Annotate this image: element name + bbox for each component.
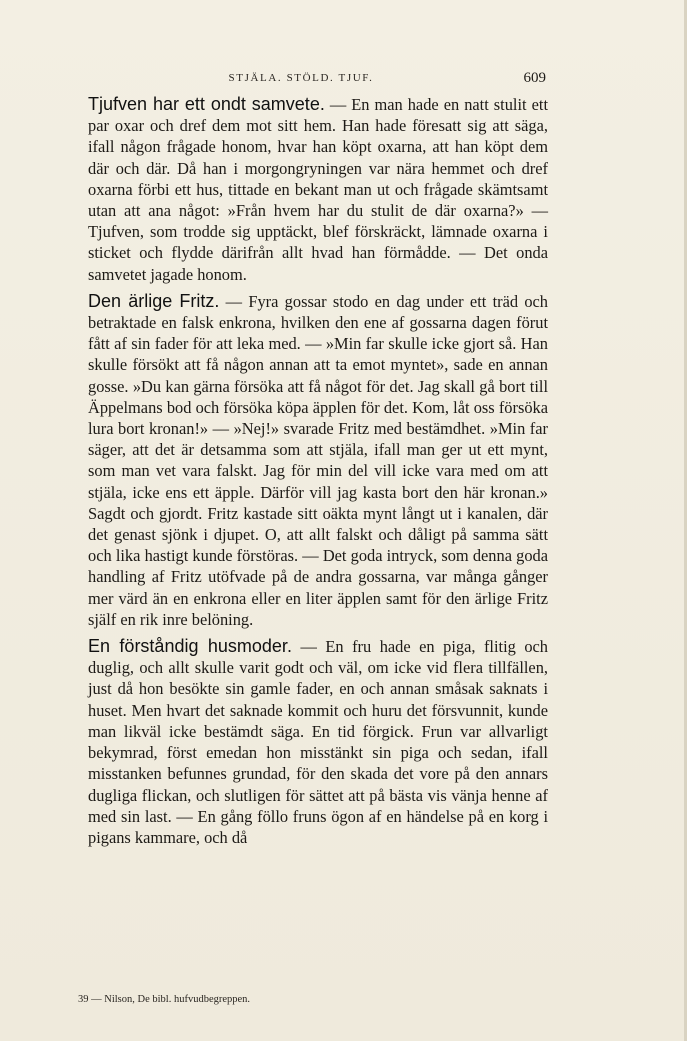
section-text: — Fyra gossar stodo en dag under ett träd och betraktade en falsk enkrona, hvilken den ene af gossarna dagen förut fått af sin fader för att leka med. — »Min far skulle icke gjort så. Han skulle försökt att få någon annan att ta emot myntet», sade en annan gosse. »Du kan gärna försöka att få något för det. Jag skall gå bort till Äppelmans bod och försöka köpa äpplen för det. Kom, låt oss försöka lura bort kronan!» — »Nej!» svarade Fritz med bestämdhet. »Min far säger, att det är detsamma som att stjäla, ifall man ger ut ett mynt, som man vet vara falskt. Jag för min del vill icke vara med om att stjäla, icke ens ett äpple. Därför vill jag kasta bort den här kronan.» Sagdt och gjordt. Fritz kastade sitt oäkta mynt långt ut i kanalen, där det genast sjönk i djupet. O, att allt falskt och dåligt på samma sätt och lika hastigt kunde förstöras. — Det goda intryck, som denna goda handling af Fritz utöfvade på de andra gossarna, var många gånger mer värd än en enkrona eller en liter äpplen samt för den ärlige Fritz själf en rik inre belöning. [88,291,548,629]
page-number: 609 [523,70,546,86]
section-title: En förståndig husmoder. [88,636,292,657]
section-paragraph [54,291,548,630]
section-paragraph [54,636,548,848]
section-title: Den ärlige Fritz. [88,290,220,311]
printer-signature: 39 — Nilson, De bibl. hufvudbegreppen. [78,994,251,1005]
section-text: — En man hade en natt stulit ett par oxar och dref dem mot sitt hem. Han hade föresatt sig att säga, ifall någon frågade honom, hvar han köpt oxarna, att han köpt dem där och där. Då han i morgongryningen var nära hemmet och dref oxarna förbi ett hus, tittade en bekant man ut och frågade skämtsamt utan att ana något: »Från hvem har du stulit de där oxarna?» — Tjufven, som trodde sig upptäckt, blef förskräckt, lämnade oxarna i sticket och flydde därifrån allt hvad han förmådde. — Det onda samvetet jagade honom. [88,95,548,284]
page-body [54,94,548,848]
running-title: STJÄLA. STÖLD. TJUF. [228,72,374,84]
section-title: Tjufven har ett ondt samvete. [88,94,325,114]
section-text: — En fru hade en piga, flitig och duglig, och allt skulle varit godt och väl, om icke vid flera tillfällen, just då hon besökte sin gamle fader, en och annan småsak saknats i huset. Men hvart det saknade kommit och huru det försvunnit, kunde man likväl icke bestämdt säga. En tid förgick. Frun var allvarligt bekymrad, först emedan hon misstänkt sin piga och sedan, ifall misstanken befunnes grundad, för den skada det vore på den annars dugliga flickan, och slutligen för sättet att på bästa vis vänja henne af med sin last. — En gång föllo fruns ögon af en händelse på en korg i pigans kammare, och då [88,637,548,847]
section-paragraph [54,94,548,285]
